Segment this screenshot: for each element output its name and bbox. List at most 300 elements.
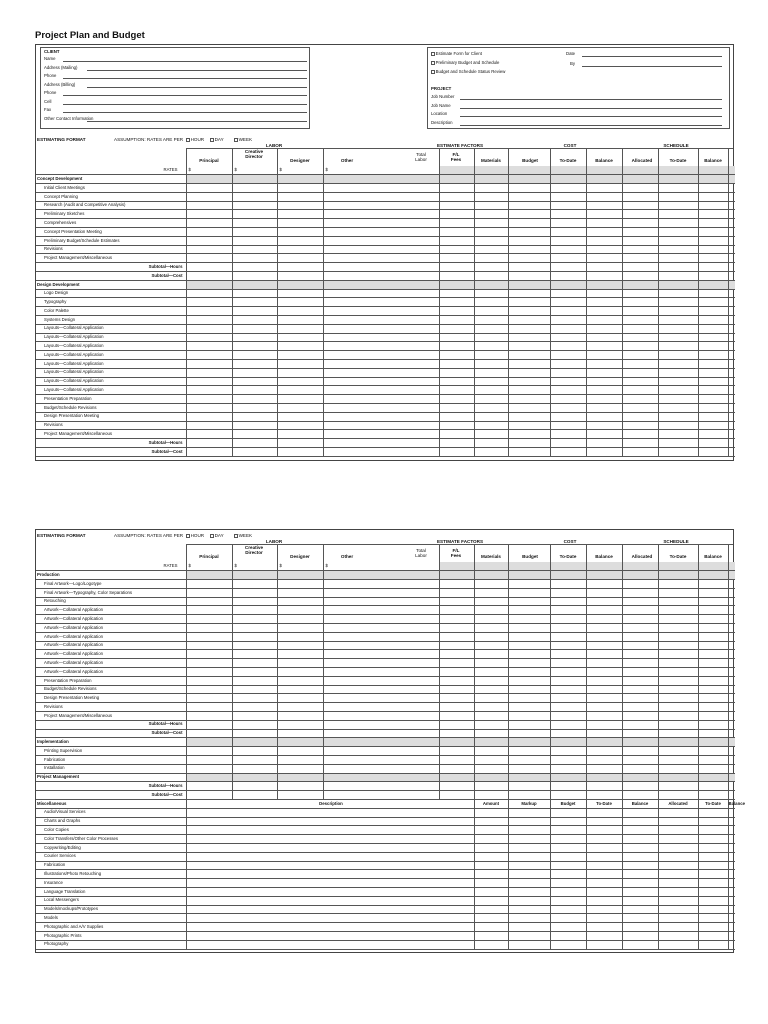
table-cell[interactable]: [586, 817, 622, 826]
table-cell[interactable]: [186, 580, 232, 589]
table-cell[interactable]: [622, 289, 658, 298]
date-line[interactable]: [582, 56, 722, 57]
table-cell[interactable]: [439, 184, 474, 193]
table-cell[interactable]: [439, 694, 474, 703]
table-cell[interactable]: [508, 782, 550, 791]
table-cell[interactable]: [323, 703, 439, 712]
table-cell[interactable]: [728, 219, 735, 228]
table-cell[interactable]: [550, 641, 586, 650]
table-cell[interactable]: [186, 316, 232, 325]
table-cell[interactable]: $: [232, 166, 277, 175]
table-cell[interactable]: [586, 914, 622, 923]
table-cell[interactable]: [728, 342, 735, 351]
table-cell[interactable]: [586, 870, 622, 879]
table-cell[interactable]: [232, 756, 277, 765]
table-cell[interactable]: [658, 879, 698, 888]
table-cell[interactable]: [550, 940, 586, 949]
table-cell[interactable]: [698, 905, 728, 914]
table-cell[interactable]: [508, 562, 550, 571]
table-cell[interactable]: [622, 712, 658, 721]
table-cell[interactable]: [622, 228, 658, 237]
project-field-line[interactable]: [460, 99, 722, 100]
rate-unit-hour[interactable]: HOUR: [186, 533, 204, 538]
table-cell[interactable]: [586, 641, 622, 650]
table-cell[interactable]: [439, 632, 474, 641]
table-cell[interactable]: [186, 597, 232, 606]
table-cell[interactable]: [550, 764, 586, 773]
table-cell[interactable]: [232, 659, 277, 668]
table-cell[interactable]: [586, 887, 622, 896]
table-cell[interactable]: [622, 404, 658, 413]
rate-unit-day[interactable]: DAY: [210, 137, 224, 142]
rate-unit-day[interactable]: DAY: [210, 533, 224, 538]
table-cell[interactable]: [186, 289, 232, 298]
table-cell[interactable]: [698, 641, 728, 650]
table-cell[interactable]: [439, 333, 474, 342]
table-cell[interactable]: [658, 931, 698, 940]
table-cell[interactable]: [550, 280, 586, 289]
table-cell[interactable]: [728, 597, 735, 606]
table-cell[interactable]: [586, 272, 622, 281]
table-cell[interactable]: [658, 263, 698, 272]
table-cell[interactable]: [439, 712, 474, 721]
table-cell[interactable]: [728, 333, 735, 342]
table-cell[interactable]: [658, 562, 698, 571]
table-cell[interactable]: [622, 764, 658, 773]
table-cell[interactable]: [232, 219, 277, 228]
table-cell[interactable]: [698, 219, 728, 228]
table-cell[interactable]: [186, 747, 232, 756]
table-cell[interactable]: [232, 368, 277, 377]
table-cell[interactable]: [186, 192, 232, 201]
table-cell[interactable]: [586, 580, 622, 589]
table-cell[interactable]: [323, 624, 439, 633]
table-cell[interactable]: [550, 632, 586, 641]
table-cell[interactable]: [323, 606, 439, 615]
table-cell[interactable]: [586, 228, 622, 237]
table-cell[interactable]: [186, 729, 232, 738]
table-cell[interactable]: [698, 764, 728, 773]
table-cell[interactable]: [698, 817, 728, 826]
table-cell[interactable]: [698, 747, 728, 756]
table-cell[interactable]: [698, 228, 728, 237]
table-cell[interactable]: [586, 386, 622, 395]
table-cell[interactable]: [586, 175, 622, 184]
table-cell[interactable]: [186, 791, 232, 800]
table-cell[interactable]: [728, 756, 735, 765]
table-cell[interactable]: [658, 324, 698, 333]
table-cell[interactable]: [586, 729, 622, 738]
table-cell[interactable]: [550, 342, 586, 351]
table-cell[interactable]: [508, 685, 550, 694]
table-cell[interactable]: [232, 580, 277, 589]
table-cell[interactable]: [698, 659, 728, 668]
table-cell[interactable]: [658, 747, 698, 756]
misc-description-cell[interactable]: [186, 835, 474, 844]
table-cell[interactable]: [439, 342, 474, 351]
table-cell[interactable]: [550, 835, 586, 844]
table-cell[interactable]: [439, 580, 474, 589]
table-cell[interactable]: [474, 245, 508, 254]
table-cell[interactable]: [586, 307, 622, 316]
table-cell[interactable]: [622, 421, 658, 430]
table-cell[interactable]: [658, 808, 698, 817]
table-cell[interactable]: [550, 228, 586, 237]
table-cell[interactable]: [323, 272, 439, 281]
table-cell[interactable]: [474, 192, 508, 201]
table-cell[interactable]: [622, 632, 658, 641]
table-cell[interactable]: [277, 597, 323, 606]
table-cell[interactable]: [186, 421, 232, 430]
table-cell[interactable]: [550, 817, 586, 826]
table-cell[interactable]: [622, 562, 658, 571]
table-cell[interactable]: [439, 738, 474, 747]
table-cell[interactable]: [232, 298, 277, 307]
table-cell[interactable]: [658, 852, 698, 861]
table-cell[interactable]: [508, 720, 550, 729]
table-cell[interactable]: [323, 632, 439, 641]
table-cell[interactable]: [186, 360, 232, 369]
table-cell[interactable]: [186, 236, 232, 245]
table-cell[interactable]: [728, 720, 735, 729]
client-field-line[interactable]: [63, 95, 307, 96]
table-cell[interactable]: [439, 386, 474, 395]
table-cell[interactable]: [474, 685, 508, 694]
table-cell[interactable]: [586, 632, 622, 641]
misc-description-cell[interactable]: [186, 826, 474, 835]
table-cell[interactable]: [586, 826, 622, 835]
table-cell[interactable]: [550, 668, 586, 677]
table-cell[interactable]: [508, 571, 550, 580]
table-cell[interactable]: [698, 439, 728, 448]
table-cell[interactable]: [658, 439, 698, 448]
table-cell[interactable]: [474, 914, 508, 923]
table-cell[interactable]: [439, 756, 474, 765]
table-cell[interactable]: [550, 747, 586, 756]
table-cell[interactable]: [277, 439, 323, 448]
table-cell[interactable]: [474, 597, 508, 606]
table-cell[interactable]: [232, 738, 277, 747]
table-cell[interactable]: [474, 175, 508, 184]
table-cell[interactable]: [658, 720, 698, 729]
table-cell[interactable]: [508, 448, 550, 457]
table-cell[interactable]: [439, 641, 474, 650]
table-cell[interactable]: [474, 659, 508, 668]
table-cell[interactable]: [186, 764, 232, 773]
table-cell[interactable]: [474, 588, 508, 597]
table-cell[interactable]: [658, 166, 698, 175]
table-cell[interactable]: [728, 404, 735, 413]
table-cell[interactable]: [277, 791, 323, 800]
table-cell[interactable]: [658, 272, 698, 281]
table-cell[interactable]: [658, 923, 698, 932]
table-cell[interactable]: [232, 386, 277, 395]
table-cell[interactable]: [586, 861, 622, 870]
table-cell[interactable]: [323, 298, 439, 307]
table-cell[interactable]: [232, 236, 277, 245]
table-cell[interactable]: [728, 166, 735, 175]
table-cell[interactable]: [622, 782, 658, 791]
table-cell[interactable]: [439, 773, 474, 782]
table-cell[interactable]: [728, 747, 735, 756]
table-cell[interactable]: [474, 756, 508, 765]
table-cell[interactable]: [439, 192, 474, 201]
table-cell[interactable]: [474, 923, 508, 932]
table-cell[interactable]: [474, 280, 508, 289]
table-cell[interactable]: [474, 298, 508, 307]
table-cell[interactable]: [508, 272, 550, 281]
table-cell[interactable]: [508, 914, 550, 923]
table-cell[interactable]: [277, 694, 323, 703]
misc-description-cell[interactable]: [186, 914, 474, 923]
table-cell[interactable]: [439, 668, 474, 677]
table-cell[interactable]: [439, 201, 474, 210]
table-cell[interactable]: [323, 307, 439, 316]
table-cell[interactable]: [508, 175, 550, 184]
table-cell[interactable]: [508, 659, 550, 668]
table-cell[interactable]: [186, 676, 232, 685]
table-cell[interactable]: [622, 263, 658, 272]
table-cell[interactable]: [658, 333, 698, 342]
table-cell[interactable]: [622, 588, 658, 597]
table-cell[interactable]: [474, 729, 508, 738]
table-cell[interactable]: [474, 668, 508, 677]
table-cell[interactable]: [474, 351, 508, 360]
table-cell[interactable]: [508, 641, 550, 650]
table-cell[interactable]: [658, 386, 698, 395]
table-cell[interactable]: [586, 298, 622, 307]
table-cell[interactable]: [186, 685, 232, 694]
table-cell[interactable]: [586, 316, 622, 325]
table-cell[interactable]: [622, 280, 658, 289]
table-cell[interactable]: [323, 676, 439, 685]
client-field-line[interactable]: [63, 78, 307, 79]
table-cell[interactable]: [277, 685, 323, 694]
table-cell[interactable]: [698, 808, 728, 817]
table-cell[interactable]: [323, 333, 439, 342]
table-cell[interactable]: [186, 430, 232, 439]
table-cell[interactable]: [232, 404, 277, 413]
table-cell[interactable]: [474, 360, 508, 369]
table-cell[interactable]: [550, 650, 586, 659]
table-cell[interactable]: [658, 914, 698, 923]
table-cell[interactable]: [474, 289, 508, 298]
table-cell[interactable]: [277, 606, 323, 615]
table-cell[interactable]: [658, 896, 698, 905]
table-cell[interactable]: [658, 905, 698, 914]
table-cell[interactable]: [277, 588, 323, 597]
table-cell[interactable]: [658, 219, 698, 228]
table-cell[interactable]: [474, 879, 508, 888]
table-cell[interactable]: [474, 448, 508, 457]
table-cell[interactable]: [508, 650, 550, 659]
table-cell[interactable]: [698, 844, 728, 853]
table-cell[interactable]: [439, 175, 474, 184]
table-cell[interactable]: [728, 280, 735, 289]
table-cell[interactable]: [728, 923, 735, 932]
table-cell[interactable]: [550, 254, 586, 263]
table-cell[interactable]: [622, 887, 658, 896]
table-cell[interactable]: [508, 368, 550, 377]
table-cell[interactable]: [622, 615, 658, 624]
table-cell[interactable]: [323, 324, 439, 333]
table-cell[interactable]: [728, 192, 735, 201]
table-cell[interactable]: [323, 694, 439, 703]
table-cell[interactable]: [550, 931, 586, 940]
table-cell[interactable]: [232, 448, 277, 457]
table-cell[interactable]: [622, 351, 658, 360]
table-cell[interactable]: [508, 263, 550, 272]
table-cell[interactable]: [186, 333, 232, 342]
table-cell[interactable]: [439, 588, 474, 597]
table-cell[interactable]: [439, 562, 474, 571]
table-cell[interactable]: [474, 650, 508, 659]
table-cell[interactable]: [439, 729, 474, 738]
table-cell[interactable]: [550, 676, 586, 685]
table-cell[interactable]: [728, 791, 735, 800]
table-cell[interactable]: [658, 764, 698, 773]
table-cell[interactable]: [439, 650, 474, 659]
table-cell[interactable]: [622, 580, 658, 589]
table-cell[interactable]: [622, 668, 658, 677]
table-cell[interactable]: [658, 254, 698, 263]
table-cell[interactable]: [550, 219, 586, 228]
table-cell[interactable]: [658, 342, 698, 351]
table-cell[interactable]: [728, 272, 735, 281]
table-cell[interactable]: [728, 562, 735, 571]
table-cell[interactable]: [474, 236, 508, 245]
table-cell[interactable]: [277, 782, 323, 791]
table-cell[interactable]: [728, 887, 735, 896]
table-cell[interactable]: [622, 729, 658, 738]
table-cell[interactable]: [277, 738, 323, 747]
table-cell[interactable]: [277, 342, 323, 351]
table-cell[interactable]: [550, 844, 586, 853]
table-cell[interactable]: [698, 615, 728, 624]
table-cell[interactable]: [622, 870, 658, 879]
table-cell[interactable]: [658, 395, 698, 404]
table-cell[interactable]: [728, 782, 735, 791]
table-cell[interactable]: [186, 324, 232, 333]
client-field-line[interactable]: [63, 104, 307, 105]
table-cell[interactable]: [323, 588, 439, 597]
table-cell[interactable]: [622, 940, 658, 949]
table-cell[interactable]: $: [323, 562, 439, 571]
table-cell[interactable]: [698, 896, 728, 905]
table-cell[interactable]: [550, 430, 586, 439]
table-cell[interactable]: [586, 676, 622, 685]
table-cell[interactable]: [232, 351, 277, 360]
table-cell[interactable]: [586, 395, 622, 404]
table-cell[interactable]: [698, 870, 728, 879]
table-cell[interactable]: [474, 782, 508, 791]
table-cell[interactable]: [698, 712, 728, 721]
table-cell[interactable]: [232, 272, 277, 281]
table-cell[interactable]: [550, 236, 586, 245]
table-cell[interactable]: [550, 870, 586, 879]
table-cell[interactable]: [508, 703, 550, 712]
table-cell[interactable]: [508, 184, 550, 193]
table-cell[interactable]: [232, 360, 277, 369]
table-cell[interactable]: [186, 703, 232, 712]
table-cell[interactable]: [232, 720, 277, 729]
table-cell[interactable]: [586, 694, 622, 703]
table-cell[interactable]: [277, 747, 323, 756]
table-cell[interactable]: [323, 360, 439, 369]
table-cell[interactable]: [658, 228, 698, 237]
table-cell[interactable]: [658, 316, 698, 325]
table-cell[interactable]: [622, 448, 658, 457]
table-cell[interactable]: [474, 738, 508, 747]
table-cell[interactable]: [622, 219, 658, 228]
table-cell[interactable]: [658, 307, 698, 316]
check-preliminary-budget[interactable]: Preliminary Budget and Schedule: [431, 60, 499, 65]
table-cell[interactable]: [508, 597, 550, 606]
table-cell[interactable]: [728, 931, 735, 940]
table-cell[interactable]: [508, 668, 550, 677]
table-cell[interactable]: [508, 280, 550, 289]
table-cell[interactable]: [550, 272, 586, 281]
table-cell[interactable]: [728, 659, 735, 668]
table-cell[interactable]: [550, 580, 586, 589]
table-cell[interactable]: [728, 738, 735, 747]
table-cell[interactable]: [439, 782, 474, 791]
table-cell[interactable]: [728, 668, 735, 677]
table-cell[interactable]: [277, 624, 323, 633]
table-cell[interactable]: [586, 421, 622, 430]
table-cell[interactable]: [323, 280, 439, 289]
table-cell[interactable]: [658, 676, 698, 685]
table-cell[interactable]: [277, 448, 323, 457]
table-cell[interactable]: [586, 377, 622, 386]
table-cell[interactable]: [474, 764, 508, 773]
table-cell[interactable]: [277, 773, 323, 782]
table-cell[interactable]: [508, 430, 550, 439]
table-cell[interactable]: [550, 773, 586, 782]
table-cell[interactable]: [474, 307, 508, 316]
table-cell[interactable]: [232, 228, 277, 237]
table-cell[interactable]: [728, 324, 735, 333]
table-cell[interactable]: [186, 782, 232, 791]
table-cell[interactable]: [728, 685, 735, 694]
table-cell[interactable]: [232, 263, 277, 272]
table-cell[interactable]: [622, 360, 658, 369]
table-cell[interactable]: [439, 245, 474, 254]
table-cell[interactable]: [508, 896, 550, 905]
table-cell[interactable]: [474, 333, 508, 342]
table-cell[interactable]: [550, 404, 586, 413]
table-cell[interactable]: [508, 245, 550, 254]
table-cell[interactable]: [508, 351, 550, 360]
table-cell[interactable]: [508, 219, 550, 228]
table-cell[interactable]: [474, 316, 508, 325]
table-cell[interactable]: [277, 632, 323, 641]
table-cell[interactable]: [622, 817, 658, 826]
table-cell[interactable]: [586, 896, 622, 905]
table-cell[interactable]: [277, 404, 323, 413]
table-cell[interactable]: [474, 931, 508, 940]
table-cell[interactable]: [186, 712, 232, 721]
table-cell[interactable]: [586, 835, 622, 844]
table-cell[interactable]: [622, 747, 658, 756]
table-cell[interactable]: [658, 694, 698, 703]
table-cell[interactable]: [277, 307, 323, 316]
table-cell[interactable]: [232, 333, 277, 342]
table-cell[interactable]: [658, 887, 698, 896]
client-field-line[interactable]: [87, 87, 307, 88]
table-cell[interactable]: [586, 756, 622, 765]
table-cell[interactable]: [277, 650, 323, 659]
